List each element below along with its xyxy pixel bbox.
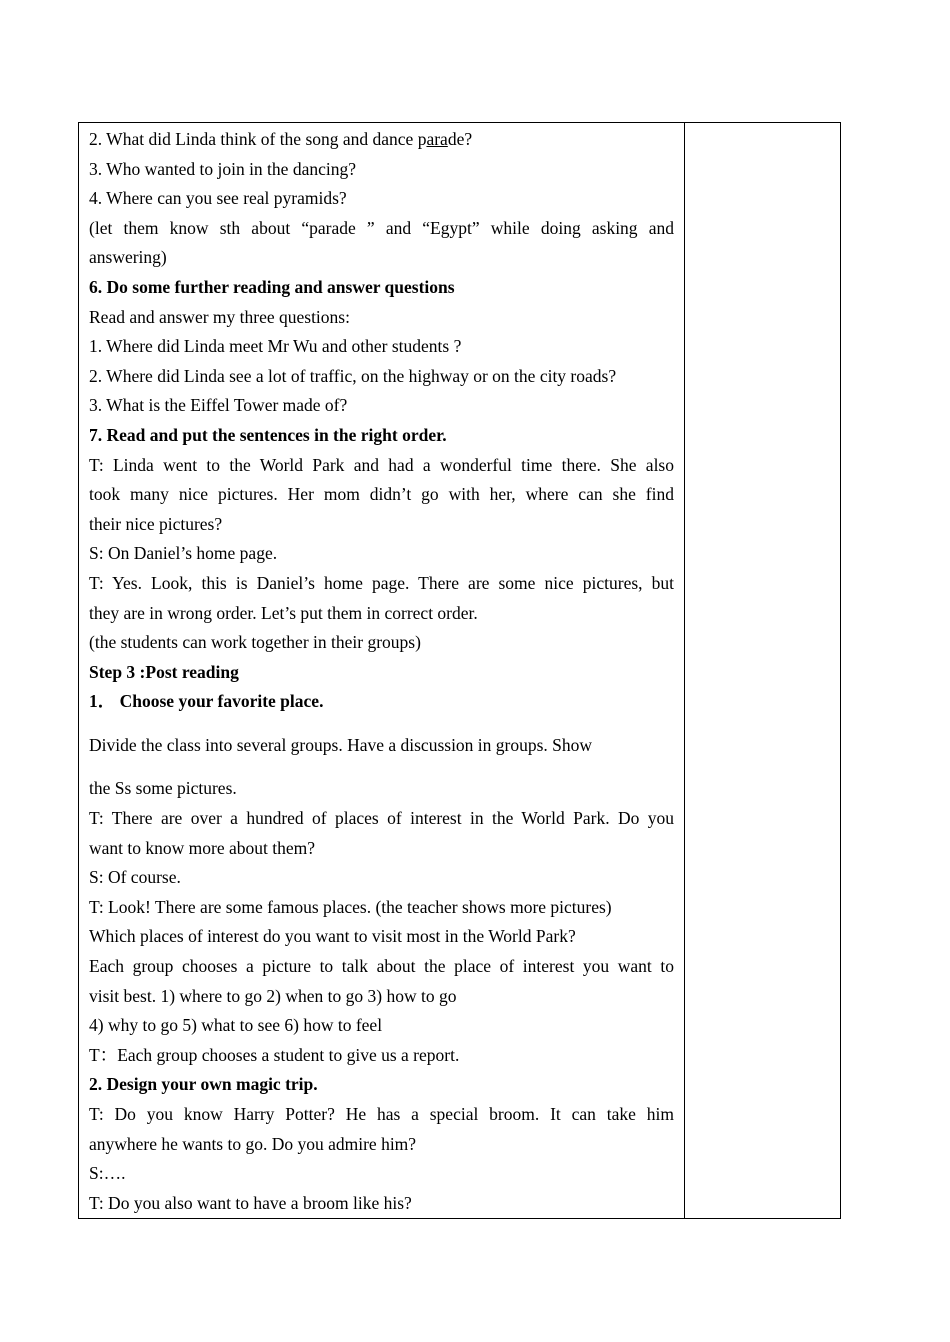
read-answer-instruction: Read and answer my three questions:: [89, 306, 350, 327]
question-2-text: 2. What did Linda think of the song and dance p: [89, 129, 427, 149]
post-reading-point-2: 2. Design your own magic trip.: [89, 1074, 318, 1095]
reading-question-3: 3. What is the Eiffel Tower made of?: [89, 395, 348, 416]
question-2-underlined: ara: [426, 129, 448, 149]
instruction-note-line1: (let them know sth about “parade ” and “Egypt” while doing asking and: [89, 217, 674, 238]
group-task-line-a: Each group chooses a picture to talk about the place of interest you want to: [89, 956, 674, 977]
group-task-line-c: 4) why to go 5) what to see 6) how to feel: [89, 1015, 383, 1036]
instruction-note-line2: answering): [89, 247, 167, 268]
section-heading-7: 7. Read and put the sentences in the right order.: [89, 424, 447, 445]
teacher-line-2a: T: Yes. Look, this is Daniel’s home page. There are some nice pictures, but: [89, 572, 674, 593]
question-3: 3. Who wanted to join in the dancing?: [89, 158, 356, 179]
lesson-plan-table: [78, 122, 841, 1219]
student-line-1: S: On Daniel’s home page.: [89, 543, 278, 564]
question-4: 4. Where can you see real pyramids?: [89, 188, 347, 209]
teacher-line-1a: T: Linda went to the World Park and had a wonderful time there. She also: [89, 454, 674, 475]
notes-cell: [685, 123, 840, 1218]
teacher-line-2b: they are in wrong order. Let’s put them in correct order.: [89, 602, 478, 623]
question-2-suffix: de?: [447, 129, 473, 149]
teacher-line-5: T：Each group chooses a student to give us a report.: [89, 1044, 460, 1065]
reading-question-2: 2. Where did Linda see a lot of traffic, on the highway or on the city roads?: [89, 365, 617, 386]
groups-note: (the students can work together in their groups): [89, 632, 421, 653]
step-3-heading: Step 3 :Post reading: [89, 661, 239, 682]
teacher-line-6a: T: Do you know Harry Potter? He has a special broom. It can take him: [89, 1104, 674, 1124]
student-line-2: S: Of course.: [89, 867, 181, 888]
teacher-line-6b: anywhere he wants to go. Do you admire him?: [89, 1133, 417, 1154]
which-places-question: Which places of interest do you want to visit most in the World Park?: [89, 926, 576, 947]
teacher-line-3a: T: There are over a hundred of places of interest in the World Park. Do you: [89, 808, 674, 829]
lesson-content-cell: [79, 123, 685, 1218]
post-reading-point-1: 1． Choose your favorite place.: [89, 691, 324, 712]
divide-class-line-a: Divide the class into several groups. Have a discussion in groups. Show: [89, 734, 593, 755]
teacher-line-3b: want to know more about them?: [89, 837, 315, 858]
group-task-line-b: visit best. 1) where to go 2) when to go 3) how to go: [89, 985, 457, 1006]
teacher-line-7: T: Do you also want to have a broom like his?: [89, 1192, 412, 1213]
teacher-line-1b: took many nice pictures. Her mom didn’t go with her, where can she find: [89, 484, 674, 505]
reading-question-1: 1. Where did Linda meet Mr Wu and other students ?: [89, 336, 462, 357]
section-heading-6: 6. Do some further reading and answer questions: [89, 276, 455, 297]
teacher-line-1c: their nice pictures?: [89, 513, 223, 534]
question-2: [89, 125, 674, 155]
teacher-line-4: T: Look! There are some famous places. (the teacher shows more pictures): [89, 896, 612, 917]
student-line-3: S:….: [89, 1163, 126, 1184]
divide-class-line-b: the Ss some pictures.: [89, 778, 237, 799]
